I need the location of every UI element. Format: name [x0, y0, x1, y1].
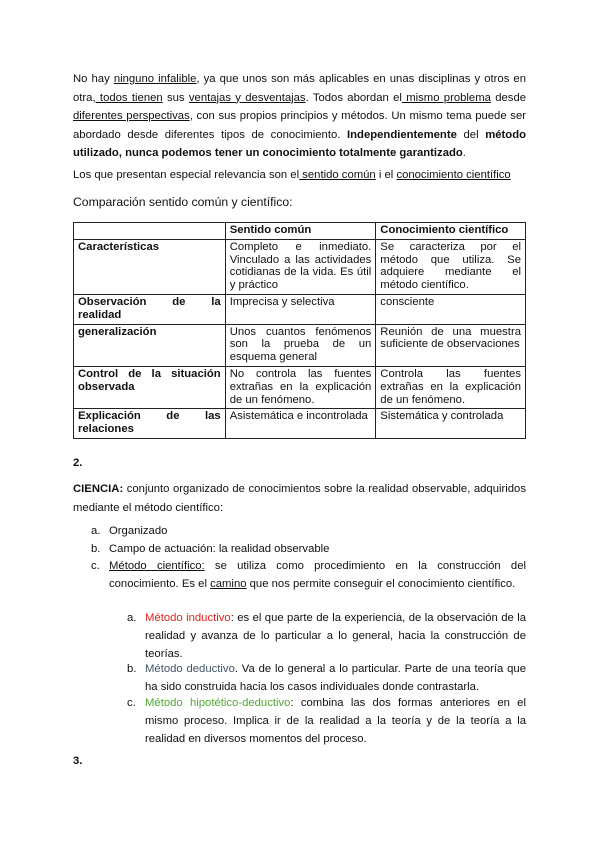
- table-cell: Sistemática y controlada: [376, 409, 526, 439]
- text-run: se utiliza como procedimiento en la construcción del conocimiento. Es el: [109, 560, 527, 590]
- table-cell: Unos cuantos fenómenos son la prueba de un esquema general: [225, 324, 376, 366]
- text-run: , ya que unos son más aplicables en unas disciplinas y otros en otra,: [73, 73, 527, 104]
- table-cell: Reunión de una muestra suficiente de observaciones: [376, 324, 526, 366]
- ciencia-definition: [73, 480, 526, 517]
- method-name: Método hipotético-deductivo: [145, 697, 291, 709]
- text-run: del: [456, 128, 486, 141]
- table-row: [74, 409, 526, 439]
- section-2-number: 2.: [73, 457, 83, 469]
- table-cell: Imprecisa y selectiva: [225, 294, 376, 324]
- table-row: [74, 239, 526, 294]
- bold-text: CIENCIA:: [73, 483, 124, 495]
- table-cell: consciente: [376, 294, 526, 324]
- bold-text: método utilizado, nunca podemos tener un conocimiento totalmente garantizado: [73, 128, 526, 160]
- list-marker: b.: [91, 543, 101, 555]
- list-marker: a.: [91, 525, 101, 537]
- table-cell: Completo e inmediato. Vinculado a las actividades cotidianas de la vida. Es útil y práctico: [225, 239, 376, 294]
- list-item: Campo de actuación: la realidad observable: [109, 543, 330, 555]
- text-run: i el: [375, 169, 397, 181]
- bold-text: Independientemente: [347, 128, 457, 141]
- row-header-cell: Características: [74, 239, 226, 294]
- underlined-text: todos tienen: [95, 91, 163, 104]
- underlined-text: conocimiento científico: [396, 169, 511, 181]
- table-header-cell: [74, 223, 226, 240]
- text-run: : combina las dos formas anteriores en el mismo proceso. Implica ir de la realidad a la teoría y de la teoría a la realidad en diversos momentos del proceso.: [145, 697, 526, 745]
- table-cell: Asistemática e incontrolada: [225, 409, 376, 439]
- underlined-text: camino: [210, 578, 247, 590]
- section-3-number: 3.: [73, 755, 83, 767]
- sublist-marker: c.: [127, 697, 136, 709]
- row-header-cell: Control de la situación observada: [74, 366, 226, 408]
- intro-paragraph: [73, 70, 526, 163]
- relevance-paragraph: [73, 166, 526, 185]
- underlined-text: sentido común: [299, 169, 376, 181]
- table-cell: Se caracteriza por el método que utiliza. Se adquiere mediante el método científico.: [376, 239, 526, 294]
- table-header-cell: Sentido común: [225, 223, 376, 240]
- table-header-cell: Conocimiento científico: [376, 223, 526, 240]
- text-run: Los que presentan especial relevancia son el: [73, 169, 300, 181]
- table-row: [74, 366, 526, 408]
- list-item: Organizado: [109, 525, 168, 537]
- text-run: .: [462, 147, 466, 160]
- table-caption: Comparación sentido común y científico:: [73, 195, 293, 209]
- sublist-item: [145, 609, 526, 663]
- underlined-text: ventajas y desventajas: [188, 91, 306, 104]
- text-run: conjunto organizado de conocimientos sobre la realidad observable, adquiridos mediante el método científico:: [73, 483, 526, 514]
- underlined-text: ninguno infalible: [113, 73, 197, 85]
- sublist-marker: a.: [127, 612, 137, 624]
- text-run: No hay: [73, 73, 114, 85]
- comparison-table: [73, 222, 526, 439]
- text-run: . Va de lo general a lo particular. Parte de una teoría que ha sido construida hacia los casos individuales donde contrastarla.: [145, 663, 526, 693]
- underlined-text: mismo problema: [401, 91, 491, 104]
- row-header-cell: Observación de la realidad: [74, 294, 226, 324]
- text-run: : es el que parte de la experiencia, de la observación de la realidad y avanza de lo particular a lo general, hacia la construcción de teorías.: [145, 612, 527, 660]
- sublist-marker: b.: [127, 663, 137, 675]
- text-run: , con sus propios principios y métodos. Un mismo tema puede ser abordado desde diferentes tipos de conocimiento.: [73, 110, 526, 141]
- sublist-item: [145, 660, 526, 696]
- list-marker: c.: [91, 560, 100, 572]
- text-run: . Todos abordan el: [305, 91, 402, 104]
- underlined-text: Método científico:: [109, 560, 205, 572]
- row-header-cell: generalización: [74, 324, 226, 366]
- row-header-cell: Explicación de las relaciones: [74, 409, 226, 439]
- text-run: sus: [162, 91, 189, 104]
- underlined-text: diferentes perspectivas: [73, 110, 190, 123]
- sublist-item: [145, 694, 526, 748]
- list-item: [109, 557, 526, 593]
- method-name: Método deductivo: [145, 663, 235, 675]
- text-run: desde: [490, 91, 527, 104]
- table-row: [74, 294, 526, 324]
- method-name: Método inductivo: [145, 612, 231, 624]
- text-run: que nos permite conseguir el conocimiento científico.: [246, 578, 516, 590]
- table-row: [74, 324, 526, 366]
- table-header-row: [74, 223, 526, 240]
- table-cell: No controla las fuentes extrañas en la explicación de un fenómeno.: [225, 366, 376, 408]
- table-cell: Controla las fuentes extrañas en la explicación de un fenómeno.: [376, 366, 526, 408]
